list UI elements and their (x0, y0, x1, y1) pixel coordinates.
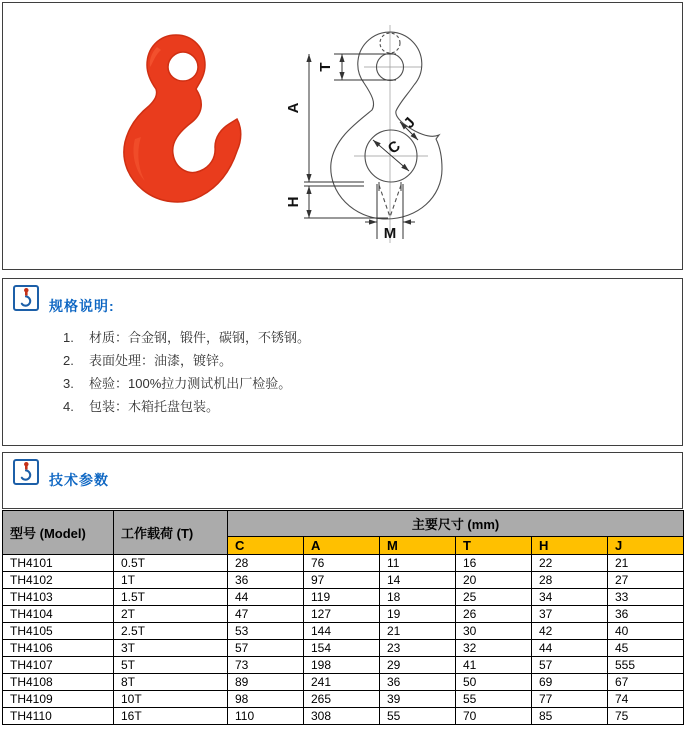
hook-logo-icon (13, 285, 39, 311)
dimension-cell: 74 (608, 691, 684, 708)
dimension-cell: 16 (456, 555, 532, 572)
dim-label-m: M (383, 225, 397, 242)
load-cell: 8T (114, 674, 228, 691)
diagram-centerlines (354, 25, 428, 243)
dim-label-j: J (400, 114, 419, 132)
hook-logo-icon (13, 459, 39, 485)
tech-params-panel (2, 452, 683, 509)
table-row (3, 589, 684, 606)
dimension-cell: 67 (608, 674, 684, 691)
table-row (3, 674, 684, 691)
table-row (3, 555, 684, 572)
dimension-cell: 30 (456, 623, 532, 640)
dimension-cell: 21 (608, 555, 684, 572)
dimension-cell: 36 (228, 572, 304, 589)
dimensions-group-header: 主要尺寸 (mm) (228, 511, 684, 537)
dimension-cell: 70 (456, 708, 532, 725)
dimension-cell: 20 (456, 572, 532, 589)
dimension-cell: 77 (532, 691, 608, 708)
dim-label-h: H (285, 196, 302, 208)
dimension-cell: 18 (380, 589, 456, 606)
table-row (3, 572, 684, 589)
dimension-cell: 241 (304, 674, 380, 691)
dimension-cell: 144 (304, 623, 380, 640)
dimension-cell: 36 (380, 674, 456, 691)
diagram-hook-outline (331, 32, 442, 219)
dimension-cell: 75 (608, 708, 684, 725)
table-row (3, 657, 684, 674)
model-cell: TH4102 (3, 572, 114, 589)
dimension-cell: 154 (304, 640, 380, 657)
table-row (3, 708, 684, 725)
dimension-cell: 14 (380, 572, 456, 589)
dimension-cell: 32 (456, 640, 532, 657)
model-cell: TH4109 (3, 691, 114, 708)
dimension-cell: 44 (228, 589, 304, 606)
load-cell: 16T (114, 708, 228, 725)
spec-note-item (63, 398, 310, 415)
dimension-cell: 55 (380, 708, 456, 725)
spec-notes-panel (2, 278, 683, 446)
model-cell: TH4110 (3, 708, 114, 725)
dim-column-header-h: H (532, 537, 608, 555)
model-cell: TH4101 (3, 555, 114, 572)
spec-note-item (63, 375, 310, 392)
dimension-cell: 55 (456, 691, 532, 708)
dimension-cell: 37 (532, 606, 608, 623)
spec-note-number: 2. (63, 353, 74, 368)
dimension-cell: 308 (304, 708, 380, 725)
dim-label-a: A (285, 102, 302, 114)
dimension-cell: 22 (532, 555, 608, 572)
dimension-cell: 19 (380, 606, 456, 623)
model-cell: TH4105 (3, 623, 114, 640)
load-cell: 2T (114, 606, 228, 623)
load-cell: 1.5T (114, 589, 228, 606)
spec-note-item (63, 329, 310, 346)
table-row (3, 691, 684, 708)
load-cell: 3T (114, 640, 228, 657)
hook-photo (91, 19, 271, 249)
load-cell: 1T (114, 572, 228, 589)
model-cell: TH4106 (3, 640, 114, 657)
hook-dimension-diagram (284, 11, 484, 251)
dimension-cell: 11 (380, 555, 456, 572)
spec-section-title: 规格说明: (49, 298, 115, 314)
dimension-cell: 34 (532, 589, 608, 606)
load-cell: 2.5T (114, 623, 228, 640)
product-images-panel (2, 2, 683, 270)
dimension-cell: 50 (456, 674, 532, 691)
table-header-row-1 (3, 511, 684, 537)
dimension-cell: 21 (380, 623, 456, 640)
dimension-cell: 57 (228, 640, 304, 657)
table-row (3, 606, 684, 623)
dimension-cell: 198 (304, 657, 380, 674)
dimension-cell: 28 (532, 572, 608, 589)
dimension-cell: 555 (608, 657, 684, 674)
spec-note-text: 材质：合金钢，锻件，碳钢，不锈钢。 (89, 330, 311, 345)
load-cell: 0.5T (114, 555, 228, 572)
dimension-cell: 39 (380, 691, 456, 708)
load-column-header: 工作载荷 (T) (114, 511, 228, 555)
model-cell: TH4107 (3, 657, 114, 674)
spec-note-number: 3. (63, 376, 74, 391)
dimension-cell: 76 (304, 555, 380, 572)
dimension-cell: 127 (304, 606, 380, 623)
dimension-cell: 41 (456, 657, 532, 674)
spec-notes-list (63, 329, 310, 421)
dimension-cell: 26 (456, 606, 532, 623)
dim-column-header-a: A (304, 537, 380, 555)
dimension-cell: 47 (228, 606, 304, 623)
dim-column-header-c: C (228, 537, 304, 555)
tech-params-table (2, 510, 684, 725)
load-cell: 10T (114, 691, 228, 708)
dimension-cell: 53 (228, 623, 304, 640)
dim-label-t: T (317, 62, 334, 72)
tech-section-title: 技术参数 (49, 472, 109, 488)
dimension-cell: 36 (608, 606, 684, 623)
table-row (3, 623, 684, 640)
table-row (3, 640, 684, 657)
dimension-cell: 119 (304, 589, 380, 606)
dimension-cell: 40 (608, 623, 684, 640)
dim-label-c: C (384, 137, 404, 158)
dimension-cell: 42 (532, 623, 608, 640)
model-cell: TH4104 (3, 606, 114, 623)
load-cell: 5T (114, 657, 228, 674)
spec-note-text: 表面处理：油漆，镀锌。 (89, 353, 233, 368)
dimension-cell: 27 (608, 572, 684, 589)
dim-column-header-j: J (608, 537, 684, 555)
dimension-cell: 110 (228, 708, 304, 725)
dimension-cell: 33 (608, 589, 684, 606)
dimension-cell: 73 (228, 657, 304, 674)
model-cell: TH4103 (3, 589, 114, 606)
dimension-cell: 69 (532, 674, 608, 691)
dimension-cell: 97 (304, 572, 380, 589)
dim-column-header-t: T (456, 537, 532, 555)
dimension-cell: 45 (608, 640, 684, 657)
dimension-cell: 57 (532, 657, 608, 674)
dimension-cell: 85 (532, 708, 608, 725)
dimension-cell: 89 (228, 674, 304, 691)
dimension-cell: 23 (380, 640, 456, 657)
model-column-header: 型号 (Model) (3, 511, 114, 555)
tech-params-table-body (3, 555, 684, 725)
dim-column-header-m: M (380, 537, 456, 555)
dimension-cell: 265 (304, 691, 380, 708)
dimension-cell: 28 (228, 555, 304, 572)
spec-note-item (63, 352, 310, 369)
dimension-cell: 98 (228, 691, 304, 708)
dimension-cell: 29 (380, 657, 456, 674)
dimension-cell: 25 (456, 589, 532, 606)
model-cell: TH4108 (3, 674, 114, 691)
spec-note-text: 包装：木箱托盘包装。 (89, 399, 220, 414)
diagram-dimension-lines (304, 54, 418, 239)
spec-note-number: 4. (63, 399, 74, 414)
spec-note-text: 检验：100%拉力测试机出厂检验。 (89, 376, 292, 391)
spec-note-number: 1. (63, 330, 74, 345)
dimension-cell: 44 (532, 640, 608, 657)
